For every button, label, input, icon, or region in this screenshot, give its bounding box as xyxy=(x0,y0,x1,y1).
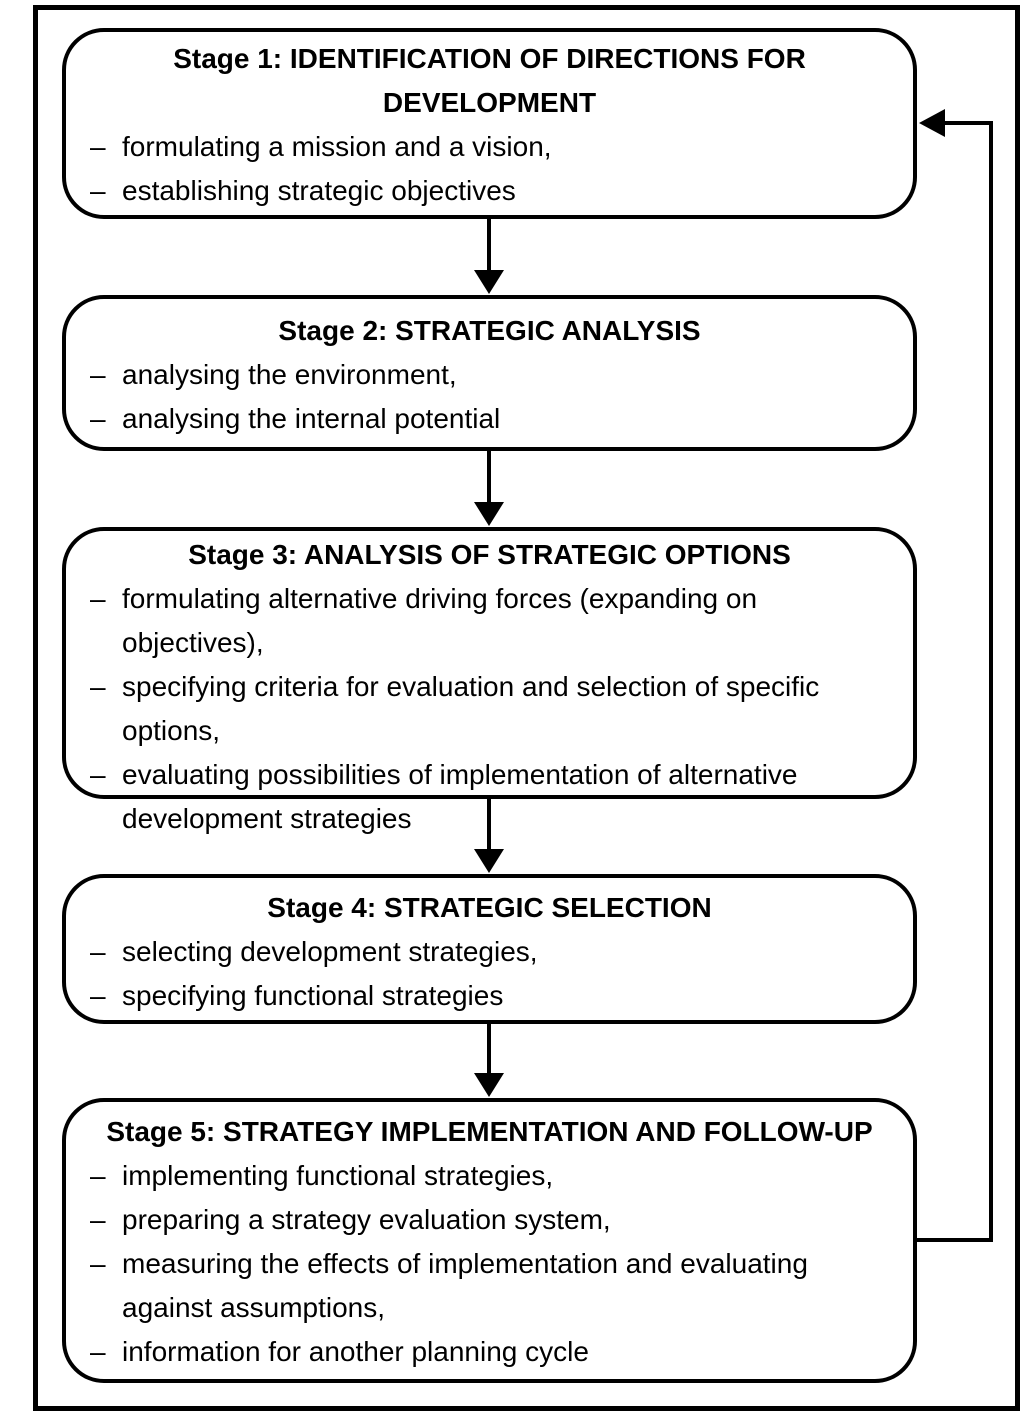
list-item xyxy=(66,353,897,397)
item-text: preparing a strategy evaluation system, xyxy=(122,1204,611,1235)
stage-1-title: Stage 1: IDENTIFICATION OF DIRECTIONS FOR DEVELOPMENT xyxy=(173,43,806,118)
stage-4-title: Stage 4: STRATEGIC SELECTION xyxy=(267,892,712,923)
stage-5-title: Stage 5: STRATEGY IMPLEMENTATION AND FOLLOW-UP xyxy=(106,1116,873,1147)
list-item xyxy=(66,1330,897,1374)
bullet-dash: – xyxy=(90,980,106,1011)
bullet-dash: – xyxy=(90,1160,106,1191)
item-text: information for another planning cycle xyxy=(122,1336,589,1367)
item-text: selecting development strategies, xyxy=(122,936,538,967)
list-item xyxy=(66,930,897,974)
bullet-dash: – xyxy=(90,131,106,162)
item-text: establishing strategic objectives xyxy=(122,175,516,206)
stage-1-box xyxy=(62,28,917,219)
stage-2-items xyxy=(66,353,913,441)
bullet-dash: – xyxy=(90,1204,106,1235)
item-text: analysing the internal potential xyxy=(122,403,501,434)
stage-5-box xyxy=(62,1098,917,1383)
bullet-dash: – xyxy=(90,1336,106,1367)
list-item xyxy=(66,125,897,169)
list-item xyxy=(66,397,897,441)
bullet-dash: – xyxy=(90,175,106,206)
bullet-dash: – xyxy=(90,583,106,614)
item-text: measuring the effects of implementation and evaluating against assumptions, xyxy=(122,1248,808,1323)
stage-3-box xyxy=(62,527,917,834)
list-item xyxy=(66,1198,897,1242)
bullet-dash: – xyxy=(90,936,106,967)
stage-3-title: Stage 3: ANALYSIS OF STRATEGIC OPTIONS xyxy=(188,539,791,570)
list-item xyxy=(66,1242,897,1330)
bullet-dash: – xyxy=(90,671,106,702)
stage-4-items xyxy=(66,930,913,1018)
list-item xyxy=(66,169,897,213)
item-text: formulating alternative driving forces (expanding on objectives), xyxy=(122,583,758,658)
list-item xyxy=(66,665,897,753)
bullet-dash: – xyxy=(90,1248,106,1279)
item-text: implementing functional strategies, xyxy=(122,1160,554,1191)
bullet-dash: – xyxy=(90,359,106,390)
stage-1-items xyxy=(66,125,913,213)
item-text: analysing the environment, xyxy=(122,359,457,390)
list-item xyxy=(66,577,897,665)
item-text: evaluating possibilities of implementation of alternative development strategies xyxy=(122,759,798,834)
stage-5-items xyxy=(66,1154,913,1374)
stage-2-box xyxy=(62,295,917,451)
bullet-dash: – xyxy=(90,403,106,434)
stage-2-title: Stage 2: STRATEGIC ANALYSIS xyxy=(278,315,701,346)
item-text: specifying criteria for evaluation and selection of specific options, xyxy=(122,671,820,746)
item-text: specifying functional strategies xyxy=(122,980,504,1011)
bullet-dash: – xyxy=(90,759,106,790)
list-item xyxy=(66,974,897,1018)
stage-3-items xyxy=(66,577,913,841)
list-item xyxy=(66,1154,897,1198)
list-item xyxy=(66,753,897,841)
item-text: formulating a mission and a vision, xyxy=(122,131,552,162)
stage-4-box xyxy=(62,874,917,1024)
